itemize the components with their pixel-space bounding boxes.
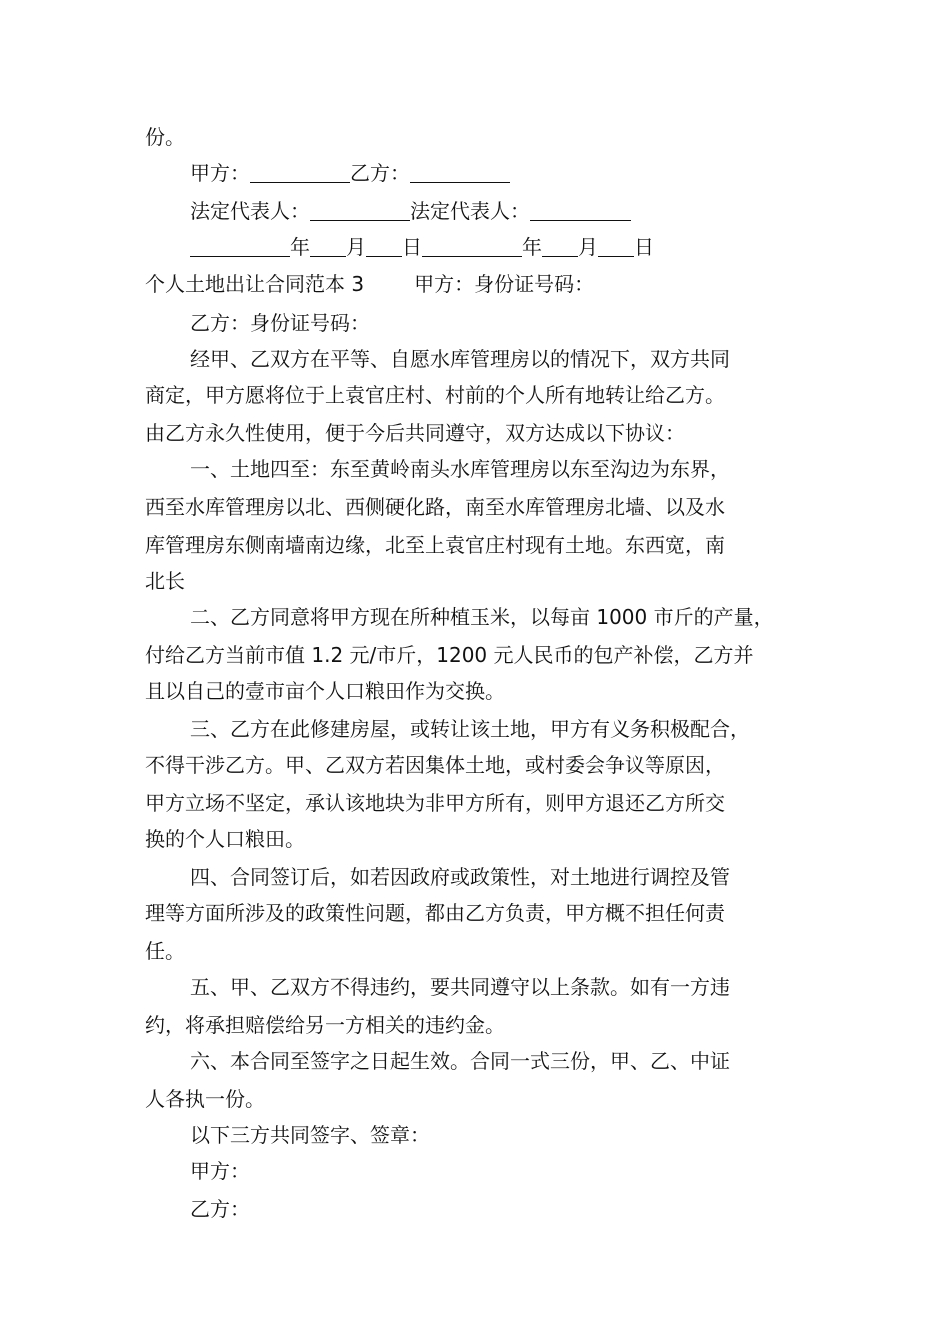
month-label: 月 xyxy=(346,235,366,259)
blank-field xyxy=(250,162,350,183)
section-title-line xyxy=(145,271,594,297)
text-line: 乙方：身份证号码： xyxy=(190,311,370,335)
text-line: 西至水库管理房以北、西侧硬化路，南至水库管理房北墙、以及水 xyxy=(145,495,725,519)
rep-label: 法定代表人： xyxy=(410,199,530,223)
text-line: 且以自己的壹市亩个人口粮田作为交换。 xyxy=(145,679,505,703)
signature-line-reps xyxy=(190,198,631,224)
blank-field xyxy=(410,162,510,183)
text-line: 以下三方共同签字、签章： xyxy=(190,1123,430,1147)
party-b-label: 乙方： xyxy=(350,161,410,185)
year-label: 年 xyxy=(290,235,310,259)
rep-label: 法定代表人： xyxy=(190,199,310,223)
text-line: 二、乙方同意将甲方现在所种植玉米，以每亩 1000 市斤的产量， xyxy=(190,605,774,629)
blank-field xyxy=(598,236,634,257)
text-line: 北长 xyxy=(145,569,185,593)
text-line: 约，将承担赔偿给另一方相关的违约金。 xyxy=(145,1013,505,1037)
blank-field xyxy=(310,200,410,221)
text-line: 商定，甲方愿将位于上袁官庄村、村前的个人所有地转让给乙方。 xyxy=(145,383,725,407)
section-title: 个人土地出让合同范本 3 xyxy=(145,272,365,296)
text-line: 甲方： xyxy=(190,1159,250,1183)
day-label: 日 xyxy=(634,235,654,259)
date-line xyxy=(190,234,654,260)
text-line: 任。 xyxy=(145,939,185,963)
year-label: 年 xyxy=(522,235,542,259)
blank-field xyxy=(190,236,290,257)
text-line: 库管理房东侧南墙南边缘，北至上袁官庄村现有土地。东西宽，南 xyxy=(145,533,725,557)
text-line: 份。 xyxy=(145,125,185,149)
blank-field xyxy=(310,236,346,257)
signature-line-parties xyxy=(190,160,510,186)
text-line: 一、土地四至：东至黄岭南头水库管理房以东至沟边为东界， xyxy=(190,457,730,481)
text-line: 理等方面所涉及的政策性问题，都由乙方负责，甲方概不担任何责 xyxy=(145,901,725,925)
text-line: 六、本合同至签字之日起生效。合同一式三份，甲、乙、中证 xyxy=(190,1049,730,1073)
day-label: 日 xyxy=(402,235,422,259)
text-line: 乙方： xyxy=(190,1197,250,1221)
text-line: 甲方立场不坚定，承认该地块为非甲方所有，则甲方退还乙方所交 xyxy=(145,791,725,815)
month-label: 月 xyxy=(578,235,598,259)
blank-field xyxy=(542,236,578,257)
text-line: 付给乙方当前市值 1.2 元/市斤，1200 元人民币的包产补偿，乙方并 xyxy=(145,643,754,667)
blank-field xyxy=(530,200,631,221)
text-line: 经甲、乙双方在平等、自愿水库管理房以的情况下，双方共同 xyxy=(190,347,730,371)
party-a-id-label: 甲方：身份证号码： xyxy=(414,272,595,296)
text-line: 三、乙方在此修建房屋，或转让该土地，甲方有义务积极配合， xyxy=(190,717,750,741)
text-line: 换的个人口粮田。 xyxy=(145,827,305,851)
text-line: 五、甲、乙双方不得违约，要共同遵守以上条款。如有一方违 xyxy=(190,975,730,999)
blank-field xyxy=(366,236,402,257)
text-line: 人各执一份。 xyxy=(145,1087,265,1111)
text-line: 四、合同签订后，如若因政府或政策性，对土地进行调控及管 xyxy=(190,865,730,889)
blank-field xyxy=(422,236,522,257)
party-a-label: 甲方： xyxy=(190,161,250,185)
text-line: 不得干涉乙方。甲、乙双方若因集体土地，或村委会争议等原因， xyxy=(145,753,725,777)
text-line: 由乙方永久性使用，便于今后共同遵守，双方达成以下协议： xyxy=(145,421,685,445)
